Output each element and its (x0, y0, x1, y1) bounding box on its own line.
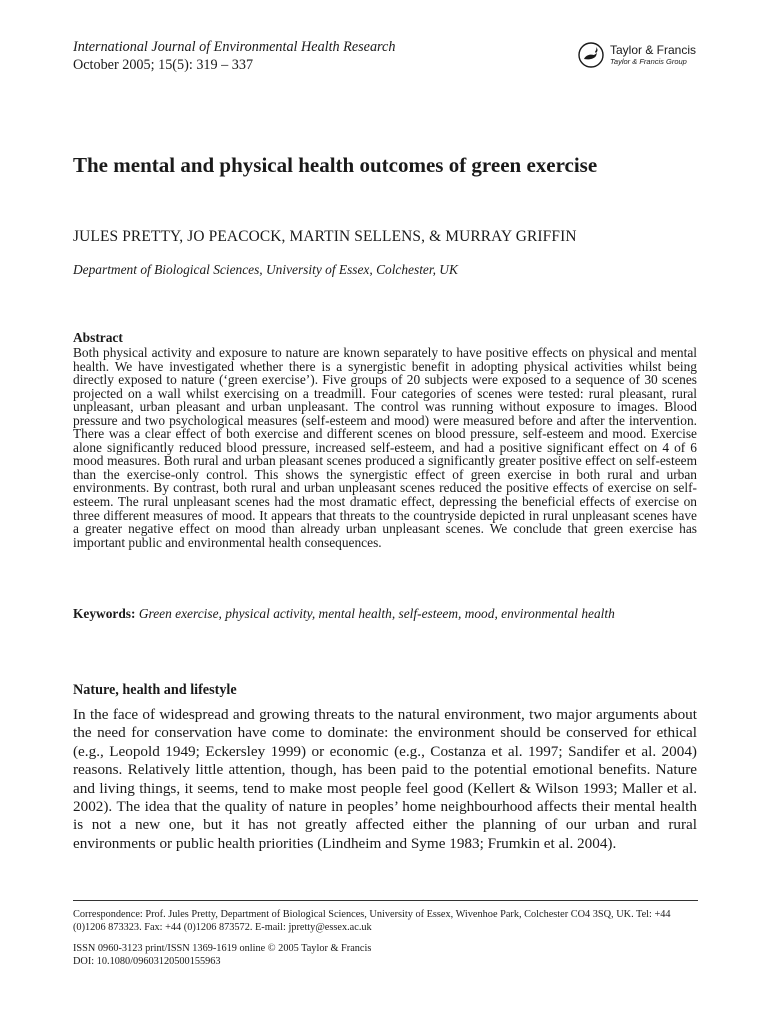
publication-info (73, 942, 371, 968)
journal-issue: October 2005; 15(5): 319 – 337 (73, 57, 254, 73)
journal-name: International Journal of Environmental Health Research (73, 39, 396, 55)
taylor-francis-lamp-logo-icon (578, 42, 604, 68)
author-affiliation: Department of Biological Sciences, University of Essex, Colchester, UK (73, 262, 458, 277)
footer-divider (73, 900, 698, 901)
publisher-group: Taylor & Francis Group (610, 57, 687, 66)
issn-line: ISSN 0960-3123 print/ISSN 1369-1619 online © 2005 Taylor & Francis (73, 943, 372, 954)
publisher-name: Taylor & Francis (610, 43, 697, 57)
abstract-heading: Abstract (73, 330, 123, 345)
doi-line: DOI: 10.1080/09603120500155963 (73, 956, 221, 967)
section-body: In the face of widespread and growing threats to the natural environment, two major arguments about the need for conservation have come to dominate: the environment should be conserved for ethical (e.g., Leopold 1949; Eckersley 1999) or economic (e.g., Costanza et al. 1997; Sandifer et al. 2004) reasons. Relatively little attention, though, has been paid to the potential emotional benefits. Nature and living things, it seems, tend to make most people feel good (Kellert & Wilson 1993; Maller et al. 2002). The idea that the quality of nature in peoples’ home neighbourhood affects their mental health is not a new one, but it has not greatly affected either the planning of our urban and rural environments or public health priorities (Lindheim and Syme 1983; Frumkin et al. 2004). (73, 706, 697, 852)
keywords-values: Green exercise, physical activity, mental health, self-esteem, mood, environmental health (138, 606, 615, 621)
journal-header (73, 38, 395, 74)
article-title: The mental and physical health outcomes of green exercise (73, 153, 598, 177)
correspondence-note: Correspondence: Prof. Jules Pretty, Department of Biological Sciences, University of Essex, Wivenhoe Park, Colchester CO4 3SQ, UK. Tel: +44 (0)1206 873323. Fax: +44 (0)1206 873572. E-mail: jpretty@essex.ac.uk (73, 909, 671, 933)
publisher-text (610, 44, 696, 66)
keywords-label: Keywords: (73, 606, 136, 621)
abstract-body: Both physical activity and exposure to nature are known separately to have positive effects on physical and mental health. We have investigated whether there is a synergistic benefit in adopting physical activities whilst being directly exposed to nature (‘green exercise’). Five groups of 20 subjects were exposed to a sequence of 30 scenes projected on a wall whilst exercising on a treadmill. Four categories of scenes were tested: rural pleasant, rural unpleasant, urban pleasant and urban unpleasant. The control was running without exposure to images. Blood pressure and two psychological measures (self-esteem and mood) were measured before and after the intervention. There was a clear effect of both exercise and different scenes on blood pressure, self-esteem and mood. Exercise alone significantly reduced blood pressure, increased self-esteem, and had a positive significant effect on 4 of 6 mood measures. Both rural and urban pleasant scenes produced a significantly greater positive effect on self-esteem than the exercise-only control. This shows the synergistic effect of green exercise in both rural and urban environments. By contrast, both rural and urban unpleasant scenes reduced the positive effects of exercise on self-esteem. The rural unpleasant scenes had the most dramatic effect, depressing the beneficial effects of exercise on three different measures of mood. It appears that threats to the countryside depicted in rural unpleasant scenes have a greater negative effect on mood than already urban unpleasant scenes. We conclude that green exercise has important public and environmental health consequences. (73, 345, 697, 550)
section-heading: Nature, health and lifestyle (73, 682, 237, 698)
publisher-logo-block (578, 42, 696, 68)
article-authors: JULES PRETTY, JO PEACOCK, MARTIN SELLENS, & MURRAY GRIFFIN (73, 228, 577, 245)
keywords-line (73, 606, 615, 622)
